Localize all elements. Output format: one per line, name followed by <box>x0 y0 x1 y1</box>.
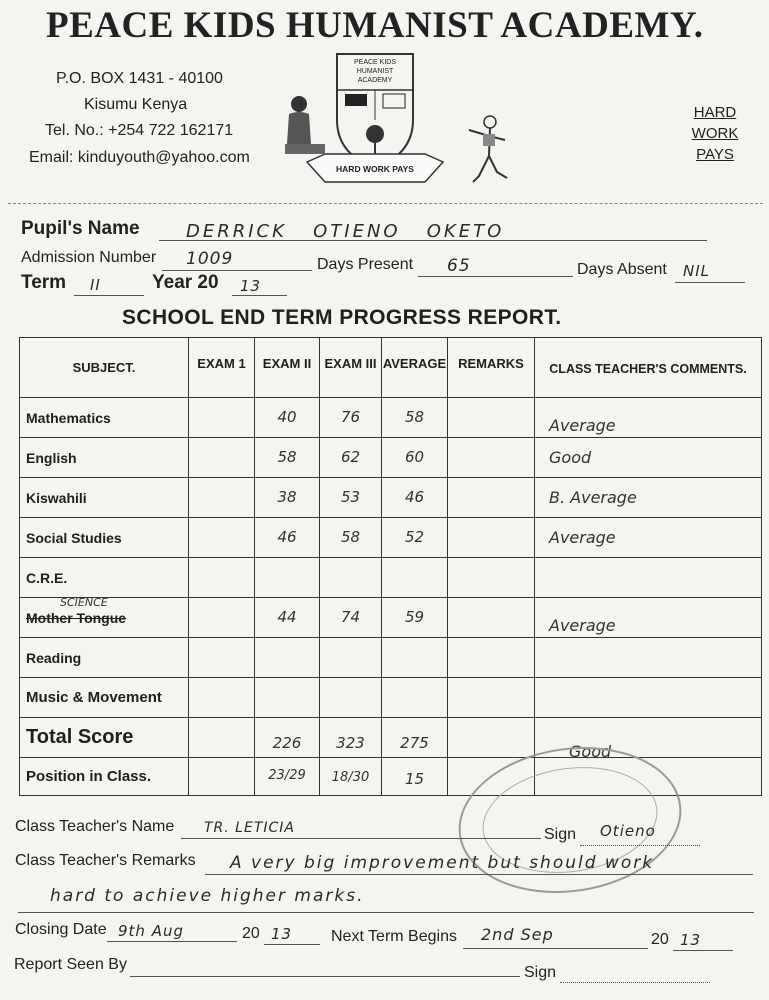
row-exam3-value: 323 <box>336 734 365 752</box>
closing-date-label: Closing Date <box>15 921 107 938</box>
next-term-label: Next Term Begins <box>331 928 457 945</box>
days-absent-label: Days Absent <box>577 261 667 278</box>
row-exam3[interactable] <box>320 598 382 638</box>
row-remarks[interactable] <box>448 718 535 758</box>
closing-date-value[interactable]: 9th Aug <box>118 922 184 940</box>
term-line <box>74 295 144 296</box>
header-exam2: EXAM II <box>255 338 320 398</box>
teacher-remarks-label: Class Teacher's Remarks <box>15 852 196 869</box>
teacher-sign-line <box>580 845 700 846</box>
row-subject: Reading <box>20 638 189 678</box>
row-exam1[interactable] <box>189 518 255 558</box>
row-average[interactable] <box>382 718 448 758</box>
row-exam2[interactable] <box>255 678 320 718</box>
term-label: Term <box>21 272 67 293</box>
days-present-label: Days Present <box>317 256 414 273</box>
table-header-row <box>20 338 762 398</box>
row-exam1[interactable] <box>189 638 255 678</box>
row-exam3-value: 18/30 <box>331 770 370 785</box>
row-average-value: 275 <box>400 734 429 752</box>
days-absent-line <box>675 282 745 283</box>
row-remarks[interactable] <box>448 398 535 438</box>
row-exam2[interactable] <box>255 478 320 518</box>
row-exam1[interactable] <box>189 478 255 518</box>
row-comment[interactable] <box>535 478 762 518</box>
svg-text:HARD WORK PAYS: HARD WORK PAYS <box>336 164 414 174</box>
svg-text:ACADEMY: ACADEMY <box>357 77 393 84</box>
row-average-value: 52 <box>404 528 425 546</box>
row-average[interactable] <box>382 758 448 796</box>
school-box: P.O. BOX 1431 - 40100 <box>56 70 223 87</box>
school-crest-logo <box>285 50 460 190</box>
row-exam3[interactable] <box>320 398 382 438</box>
header-divider <box>8 203 763 204</box>
row-average[interactable] <box>382 638 448 678</box>
closing-year-line <box>264 944 320 945</box>
days-present-line <box>418 276 573 277</box>
row-comment[interactable] <box>535 678 762 718</box>
row-exam2[interactable] <box>255 518 320 558</box>
closing-year-value[interactable]: 13 <box>271 925 293 943</box>
row-average[interactable] <box>382 478 448 518</box>
row-subject: Social Studies <box>20 518 189 558</box>
school-email: Email: kinduyouth@yahoo.com <box>29 149 250 166</box>
row-subject-text: Mother Tongue <box>26 609 127 626</box>
teacher-name-label: Class Teacher's Name <box>15 818 175 835</box>
row-average[interactable] <box>382 598 448 638</box>
header-exam1: EXAM 1 <box>189 338 255 398</box>
row-comment[interactable] <box>535 438 762 478</box>
row-exam2[interactable] <box>255 398 320 438</box>
row-subject: English <box>20 438 189 478</box>
row-exam3[interactable] <box>320 438 382 478</box>
days-absent-value[interactable]: NIL <box>683 262 711 280</box>
table-row <box>20 438 762 478</box>
parent-sign-label: Sign <box>524 964 557 981</box>
header-exam3: EXAM III <box>320 338 382 398</box>
row-exam3[interactable] <box>320 678 382 718</box>
row-exam3-value: 58 <box>340 528 361 546</box>
next-year-value[interactable]: 13 <box>680 931 702 949</box>
report-seen-by-label: Report Seen By <box>14 956 127 973</box>
row-subject: Total Score <box>20 718 189 758</box>
row-exam3[interactable] <box>320 638 382 678</box>
row-subject: Mathematics <box>20 398 189 438</box>
header-comments: CLASS TEACHER'S COMMENTS. <box>535 338 762 398</box>
row-exam3-value: 53 <box>340 488 361 506</box>
table-row <box>20 398 762 438</box>
row-exam2[interactable] <box>255 558 320 598</box>
row-average-value: 46 <box>404 488 425 506</box>
year-value[interactable]: 13 <box>240 277 262 295</box>
term-value[interactable]: II <box>90 276 101 294</box>
row-exam1[interactable] <box>189 398 255 438</box>
row-average-value: 59 <box>404 608 425 626</box>
row-exam2[interactable] <box>255 438 320 478</box>
row-remarks[interactable] <box>448 438 535 478</box>
row-exam2-value: 226 <box>272 734 302 752</box>
row-subject: C.R.E. <box>20 558 189 598</box>
row-average[interactable] <box>382 518 448 558</box>
progress-table <box>19 337 762 796</box>
table-row <box>20 558 762 598</box>
school-tel: Tel. No.: +254 722 162171 <box>45 122 234 139</box>
row-comment[interactable] <box>535 398 762 438</box>
row-remarks[interactable] <box>448 598 535 638</box>
row-exam2[interactable] <box>255 598 320 638</box>
svg-text:HUMANIST: HUMANIST <box>356 68 394 75</box>
teacher-sign-value[interactable]: Otieno <box>600 822 656 840</box>
teacher-name-line <box>181 838 541 839</box>
row-remarks[interactable] <box>448 678 535 718</box>
row-average-value: 15 <box>404 770 425 788</box>
row-exam2-value: 23/29 <box>268 768 306 783</box>
side-motto-line: WORK <box>691 125 739 142</box>
header-subject: SUBJECT. <box>20 338 189 398</box>
remarks-text-2[interactable]: hard to achieve higher marks. <box>50 886 365 906</box>
row-exam3[interactable] <box>320 478 382 518</box>
row-comment-value: Average <box>549 528 616 547</box>
pupil-name-value[interactable]: DERRICK OTIENO OKETO <box>186 221 505 242</box>
row-exam3[interactable] <box>320 758 382 796</box>
year-line <box>232 295 287 296</box>
row-exam2[interactable] <box>255 718 320 758</box>
runner-figure-icon <box>465 112 515 187</box>
row-subject-note: SCIENCE <box>60 596 108 609</box>
row-exam1[interactable] <box>189 718 255 758</box>
side-motto <box>686 102 744 165</box>
next-term-value[interactable]: 2nd Sep <box>481 925 554 944</box>
table-row <box>20 638 762 678</box>
row-subject <box>20 598 189 638</box>
row-exam1[interactable] <box>189 758 255 796</box>
teacher-sign-label: Sign <box>544 826 577 843</box>
row-remarks[interactable] <box>448 518 535 558</box>
row-exam3[interactable] <box>320 558 382 598</box>
table-row <box>20 718 762 758</box>
next-year-prefix: 20 <box>651 931 669 948</box>
row-exam2[interactable] <box>255 638 320 678</box>
row-average[interactable] <box>382 438 448 478</box>
closing-date-line <box>107 941 237 942</box>
row-comment-value: Average <box>549 616 616 635</box>
remarks-line-1 <box>205 874 753 875</box>
row-comment[interactable] <box>535 638 762 678</box>
row-exam3-value: 74 <box>340 608 361 626</box>
pupil-name-label: Pupil's Name <box>21 218 140 239</box>
next-term-line <box>463 948 648 949</box>
row-exam3-value: 76 <box>340 408 361 426</box>
table-row <box>20 478 762 518</box>
row-average-value: 60 <box>404 448 425 466</box>
report-seen-by-line <box>130 976 520 977</box>
admission-line <box>162 270 312 271</box>
row-subject: Kiswahili <box>20 478 189 518</box>
row-comment[interactable] <box>535 518 762 558</box>
row-subject: Position in Class. <box>20 758 189 796</box>
row-exam1[interactable] <box>189 558 255 598</box>
year-label: Year 20 <box>152 272 219 293</box>
admission-label: Admission Number <box>21 249 157 266</box>
side-motto-line: PAYS <box>696 146 734 163</box>
row-exam2[interactable] <box>255 758 320 796</box>
row-average[interactable] <box>382 678 448 718</box>
parent-sign-line[interactable] <box>560 982 710 983</box>
row-exam2-value: 58 <box>277 448 297 466</box>
row-exam2-value: 46 <box>277 528 297 546</box>
row-subject: Music & Movement <box>20 678 189 718</box>
table-row <box>20 598 762 638</box>
row-exam3-value: 62 <box>340 448 361 466</box>
row-exam3[interactable] <box>320 518 382 558</box>
svg-text:PEACE KIDS: PEACE KIDS <box>353 59 397 66</box>
row-exam1[interactable] <box>189 438 255 478</box>
header-average: AVERAGE <box>382 338 448 398</box>
report-title: SCHOOL END TERM PROGRESS REPORT. <box>122 306 562 329</box>
row-remarks[interactable] <box>448 558 535 598</box>
header-remarks: REMARKS <box>448 338 535 398</box>
row-comment-value: Good <box>569 742 612 761</box>
row-exam2-value: 40 <box>277 408 297 426</box>
table-row <box>20 518 762 558</box>
closing-year-prefix: 20 <box>242 925 260 942</box>
row-comment[interactable] <box>535 598 762 638</box>
school-city: Kisumu Kenya <box>84 96 188 113</box>
row-average-value: 58 <box>404 408 425 426</box>
row-comment-value: B. Average <box>549 488 637 507</box>
remarks-text-1[interactable]: A very big improvement but should work <box>230 853 655 873</box>
row-exam3[interactable] <box>320 718 382 758</box>
side-motto-line: HARD <box>693 104 737 121</box>
row-remarks[interactable] <box>448 478 535 518</box>
row-exam1[interactable] <box>189 678 255 718</box>
admission-value[interactable]: 1009 <box>186 249 234 269</box>
remarks-line-2 <box>18 912 754 913</box>
table-row <box>20 678 762 718</box>
school-name: PEACE KIDS HUMANIST ACADEMY. <box>46 5 704 46</box>
row-exam2-value: 44 <box>277 608 297 626</box>
row-comment-value: Average <box>549 416 616 435</box>
row-remarks[interactable] <box>448 638 535 678</box>
days-present-value[interactable]: 65 <box>447 256 471 276</box>
row-comment[interactable] <box>535 558 762 598</box>
next-year-line <box>673 950 733 951</box>
row-comment-value: Good <box>549 448 592 467</box>
teacher-name-value[interactable]: TR. LETICIA <box>204 820 295 836</box>
row-exam2-value: 38 <box>277 488 297 506</box>
row-average[interactable] <box>382 398 448 438</box>
row-average[interactable] <box>382 558 448 598</box>
row-exam1[interactable] <box>189 598 255 638</box>
